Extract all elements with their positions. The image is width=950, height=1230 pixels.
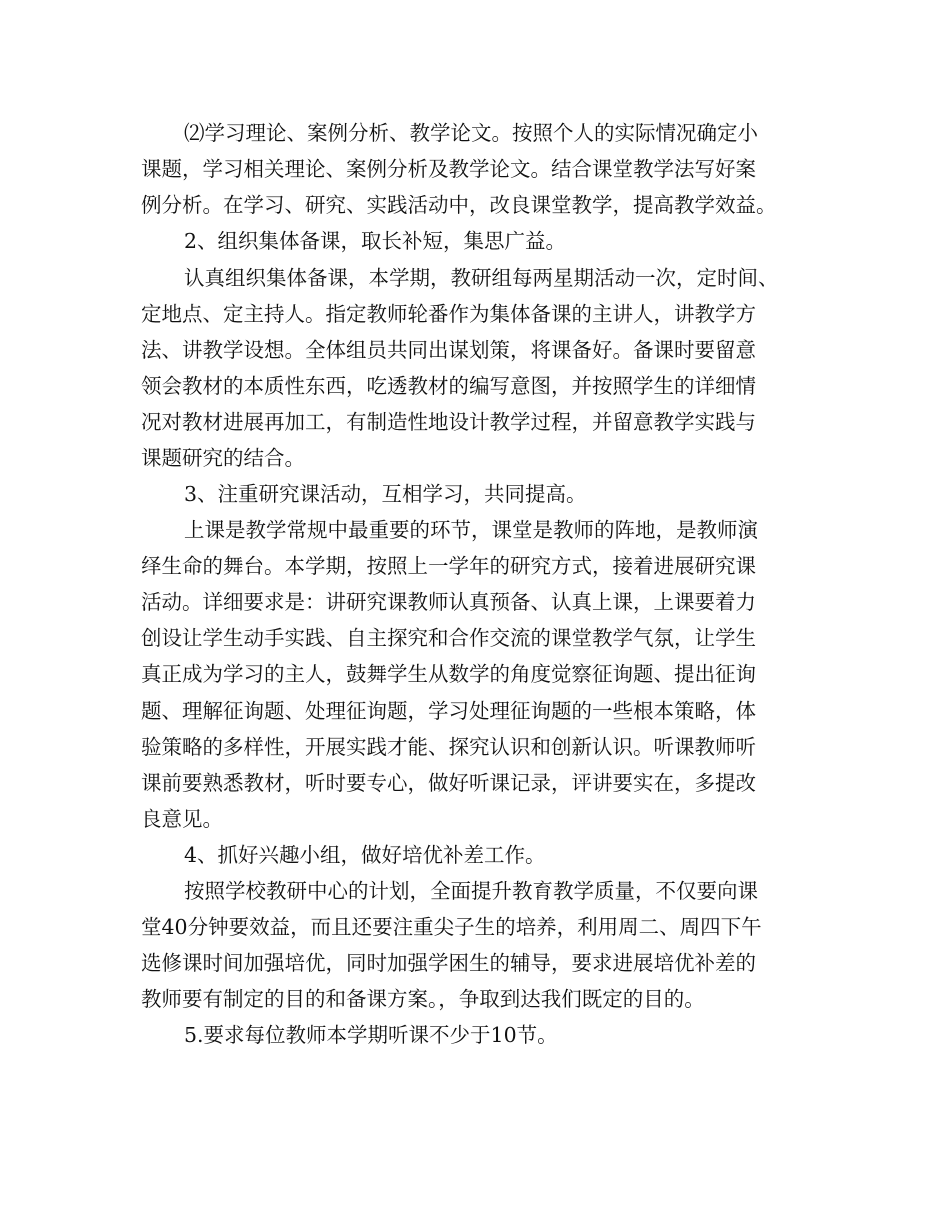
text-line: 定地点、定主持人。指定教师轮番作为集体备课的主讲人，讲教学方 (141, 302, 756, 326)
text-line: 创设让学生动手实践、自主探究和合作交流的课堂教学气氛，让学生 (141, 626, 756, 650)
text-line: 领会教材的本质性东西，吃透教材的编写意图，并按照学生的详细情 (141, 374, 756, 398)
text-line: ⑵学习理论、案例分析、教学论文。按照个人的实际情况确定小 (184, 121, 758, 145)
text-line: 活动。详细要求是：讲研究课教师认真预备、认真上课，上课要着力 (141, 590, 756, 614)
section-heading: 3、注重研究课活动，互相学习，共同提高。 (184, 482, 587, 506)
text-line: 教师要有制定的目的和备课方案。，争取到达我们既定的目的。 (141, 987, 705, 1011)
text-line: 堂40分钟要效益，而且还要注重尖子生的培养，利用周二、周四下午 (141, 915, 762, 939)
section-heading: 5.要求每位教师本学期听课不少于10节。 (184, 1023, 558, 1047)
text-line: 真正成为学习的主人，鼓舞学生从数学的角度觉察征询题、提出征询 (141, 662, 756, 686)
text-line: 验策略的多样性，开展实践才能、探究认识和创新认识。听课教师听 (141, 735, 756, 759)
text-line: 况对教材进展再加工，有制造性地设计教学过程，并留意教学实践与 (141, 410, 756, 434)
text-line: 题、理解征询题、处理征询题，学习处理征询题的一些根本策略，体 (141, 699, 756, 723)
text-line: 课前要熟悉教材，听时要专心，做好听课记录，评讲要实在，多提改 (141, 771, 756, 795)
section-heading: 4、抓好兴趣小组，做好培优补差工作。 (184, 843, 546, 867)
text-line: 选修课时间加强培优，同时加强学困生的辅导，要求进展培优补差的 (141, 951, 756, 975)
text-line: 上课是教学常规中最重要的环节，课堂是教师的阵地，是教师演 (184, 518, 758, 542)
text-line: 良意见。 (141, 807, 223, 831)
text-line: 例分析。在学习、研究、实践活动中，改良课堂教学，提高教学效益。 (141, 193, 777, 217)
text-line: 法、讲教学设想。全体组员共同出谋划策，将课备好。备课时要留意 (141, 338, 756, 362)
text-line: 课题研究的结合。 (141, 446, 305, 470)
text-line: 绎生命的舞台。本学期，按照上一学年的研究方式，接着进展研究课 (141, 554, 756, 578)
section-heading: 2、组织集体备课，取长补短，集思广益。 (184, 229, 567, 253)
text-line: 按照学校教研中心的计划，全面提升教育教学质量，不仅要向课 (184, 879, 758, 903)
text-line: 认真组织集体备课，本学期，教研组每两星期活动一次，定时间、 (184, 266, 779, 290)
text-line: 课题，学习相关理论、案例分析及教学论文。结合课堂教学法写好案 (141, 157, 756, 181)
